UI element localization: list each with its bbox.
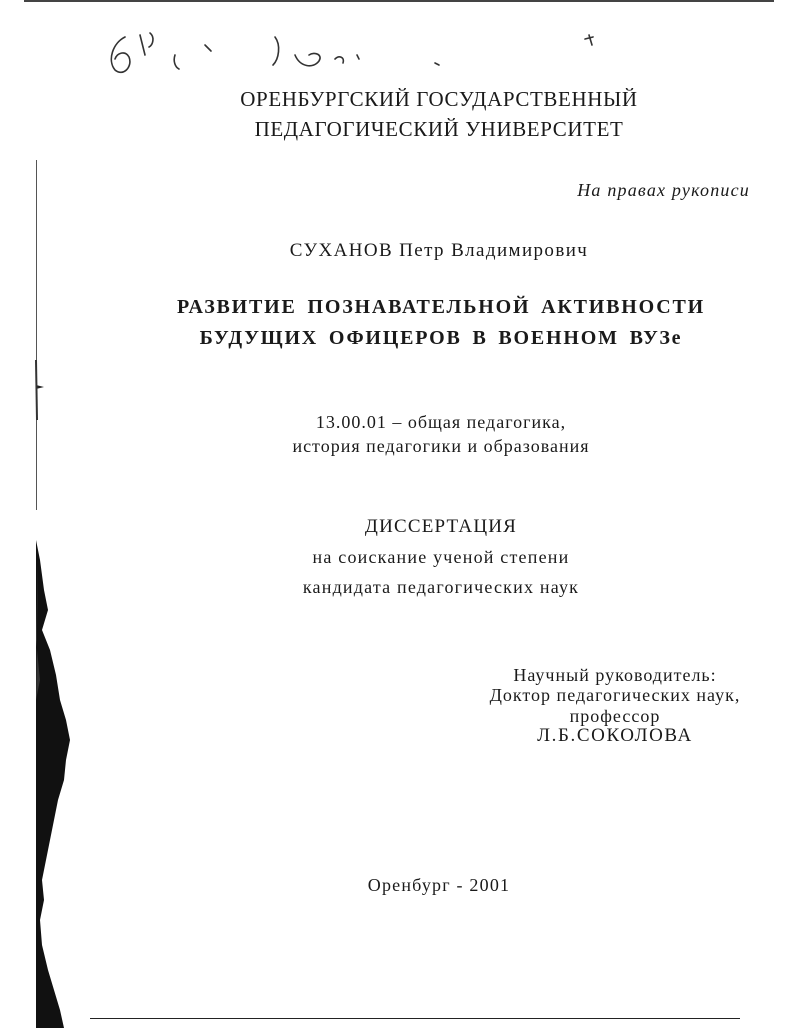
specialty-name: история педагогики и образования [292,436,590,456]
supervisor-name: Л.Б.СОКОЛОВА [537,725,693,746]
handwritten-annotation [95,15,615,85]
dissertation-title-line-1: РАЗВИТИЕ ПОЗНАВАТЕЛЬНОЙ АКТИВНОСТИ [176,296,706,318]
scan-bottom-edge [90,1018,740,1019]
dissertation-heading: ДИССЕРТАЦИЯ [364,516,518,537]
degree-line-2: кандидата педагогических наук [302,577,580,597]
scan-top-edge [24,0,774,2]
supervisor-degree: Доктор педагогических наук, [489,685,741,705]
scan-binding-shadow [0,0,80,1028]
university-line-2: ПЕДАГОГИЧЕСКИЙ УНИВЕРСИТЕТ [254,117,624,141]
place-and-year: Оренбург - 2001 [367,875,511,895]
degree-line-1: на соискание ученой степени [312,547,570,567]
author-name: СУХАНОВ Петр Владимирович [289,240,589,261]
dissertation-title-line-2: БУДУЩИХ ОФИЦЕРОВ В ВОЕННОМ ВУЗе [199,327,683,349]
manuscript-rights-note: На правах рукописи [577,180,750,200]
supervisor-label: Научный руководитель: [513,665,717,685]
specialty-code: 13.00.01 – общая педагогика, [315,412,567,432]
supervisor-title: профессор [569,706,661,726]
university-line-1: ОРЕНБУРГСКИЙ ГОСУДАРСТВЕННЫЙ [240,87,638,111]
